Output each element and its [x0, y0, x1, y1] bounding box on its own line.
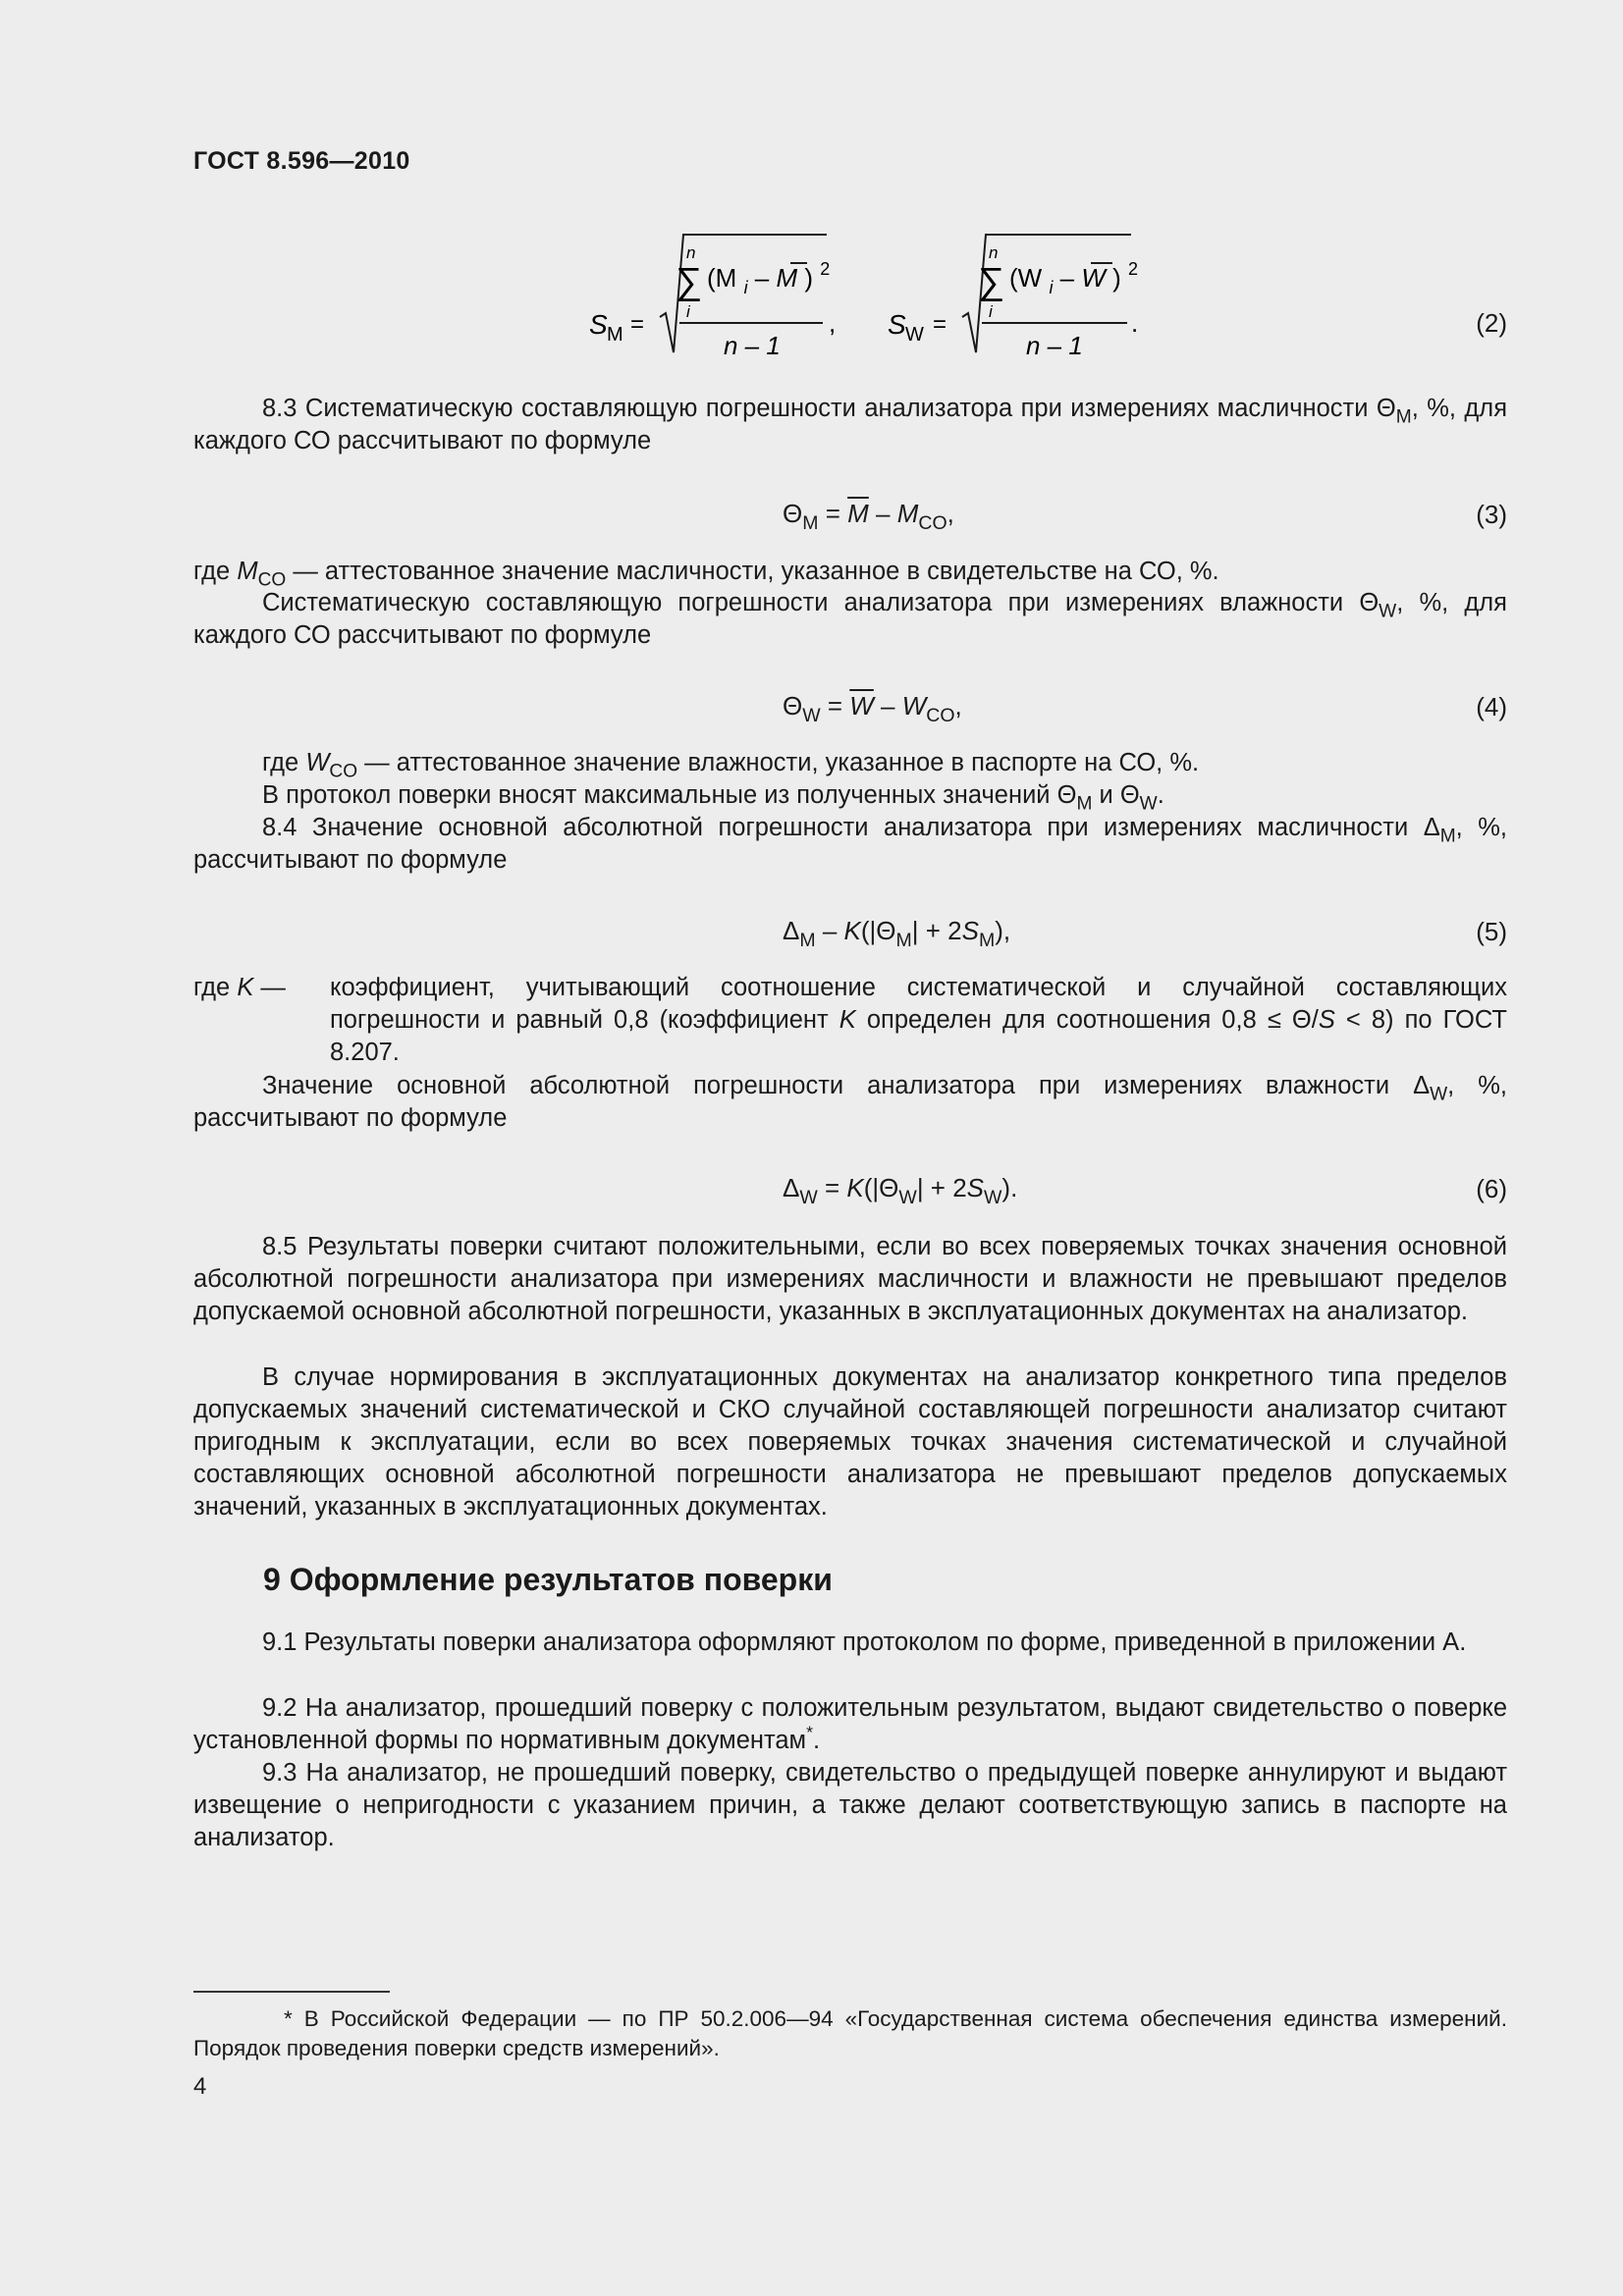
footnote-rule — [193, 1991, 390, 1993]
sw-num-bar: W — [1081, 263, 1106, 293]
paragraph-8-5: 8.5 Результаты поверки считают положительными, если во всех поверяемых точках значения основной абсолютной погрешности анализатора при измерениях масличности и влажности не превышают пределов допускаемой основной абсолютной погрешности, указанных в эксплуатационных документах на анализатор. — [193, 1233, 1507, 1325]
where-wco: где $W_{CO}$ — аттестованное значение влажности, указанное в паспорте на СО, %. — [262, 749, 1200, 782]
paragraph-9-3: 9.3 На анализатор, не прошедший поверку, свидетельство о предыдущей поверке аннулируют и выдают извещение о непригодности с указанием причин, а также делают соответствующую запись в паспорте на анализатор. — [193, 1759, 1507, 1851]
sm-sum-sign: ∑ — [676, 261, 703, 302]
section-9-heading: 9 Оформление результатов поверки — [263, 1562, 833, 1597]
where-k-label: где K — — [193, 974, 286, 1001]
sm-sq: 2 — [820, 259, 831, 279]
formula-2-sw — [888, 235, 1138, 360]
formula-2 — [569, 221, 1178, 368]
sw-period: . — [1131, 308, 1139, 338]
sw-sq: 2 — [1128, 259, 1139, 279]
sm-num-bar: M — [776, 263, 798, 293]
sw-eq: = — [933, 311, 947, 338]
protocol-note: В протокол поверки вносят максимальные из полученных значений $\Theta_M$ и $\Theta_W$. — [262, 781, 1164, 815]
sm-sub: M — [607, 324, 623, 346]
document-header: ГОСТ 8.596—2010 — [193, 147, 410, 175]
where-k — [193, 972, 1507, 1069]
formula-6: $\Delta_W = K(|\Theta_W| + 2S_W)$. — [783, 1173, 1018, 1208]
paragraph-8-5-b: В случае нормирования в эксплуатационных документах на анализатор конкретного типа пределов допускаемых значений систематической и СКО случайной составляющей погрешности анализатор считают пригодным к эксплуатации, если во всех поверяемых точках значения систематической и случайной составляющих основной абсолютной погрешности анализатора не превышают пределов допускаемых значений, указанных в эксплуатационных документах. — [193, 1363, 1507, 1521]
sw-den: n – 1 — [1026, 331, 1083, 360]
sm-lhs: S — [589, 309, 608, 340]
formula-3: $\Theta_M = \overline{M} - M_{CO}$, — [783, 499, 954, 534]
sw-num-i: i — [1049, 278, 1054, 297]
sm-sum-i: i — [686, 302, 690, 321]
paragraph-9-2: 9.2 На анализатор, прошедший поверку с положительным результатом, выдают свидетельство о поверке установленной формы по нормативным документам*. — [193, 1694, 1507, 1754]
sw-num-end: ) — [1112, 263, 1121, 293]
sm-comma: , — [829, 308, 837, 338]
sm-num-i: i — [743, 278, 748, 297]
sm-den: n – 1 — [724, 331, 781, 360]
sm-num — [707, 259, 830, 299]
formula-2-sm — [589, 235, 836, 360]
paragraph-8-4: 8.4 Значение основной абсолютной погрешности анализатора при измерениях масличности $\Delta_M$, %, рассчитывают по формуле — [193, 814, 1507, 874]
page-number: 4 — [193, 2073, 207, 2100]
paragraph-9-1: 9.1 Результаты поверки анализатора оформляют протоколом по форме, приведенной в приложении А. — [262, 1629, 1467, 1656]
paragraph-8-3-moisture: Систематическую составляющую погрешности анализатора при измерениях влажности $\Theta_W$, %, для каждого СО рассчитывают по формуле — [193, 589, 1507, 649]
formula-5: $\Delta_M - K(|\Theta_M| + 2S_M)$, — [783, 916, 1011, 951]
sw-num-open: (W — [1009, 263, 1043, 293]
sw-num-mid: – — [1059, 263, 1082, 293]
sw-sum-n: n — [989, 243, 999, 262]
equation-number-3: (3) — [1476, 500, 1507, 529]
sw-sum-sign: ∑ — [978, 261, 1005, 302]
sw-sub: W — [905, 324, 924, 346]
sm-num-end: ) — [804, 263, 814, 293]
sw-sum-i: i — [989, 302, 993, 321]
where-k-text: коэффициент, учитывающий соотношение систематической и случайной составляющих погрешности и равный 0,8 (коэффициент K определен для соотношения 0,8 ≤ Θ/S < 8) по ГОСТ 8.207. — [330, 974, 1507, 1066]
paragraph-8-4-moisture: Значение основной абсолютной погрешности анализатора при измерениях влажности $\Delta_W$, %, рассчитывают по формуле — [193, 1072, 1507, 1132]
paragraph-8-3: 8.3 Систематическую составляющую погрешности анализатора при измерениях масличности $\Theta_M$, %, для каждого СО рассчитывают по формуле — [193, 395, 1507, 454]
sm-eq: = — [630, 311, 645, 338]
formula-4: $\Theta_W = \overline{W} - W_{CO}$, — [783, 691, 962, 726]
sm-num-mid: – — [754, 263, 777, 293]
sw-num — [1009, 259, 1138, 299]
sw-lhs: S — [888, 309, 906, 340]
equation-number-2: (2) — [1476, 308, 1507, 338]
equation-number-5: (5) — [1476, 917, 1507, 946]
sm-num-open: (M — [707, 263, 737, 293]
sm-sum-n: n — [686, 243, 696, 262]
equation-number-4: (4) — [1476, 692, 1507, 721]
footnote: * В Российской Федерации — по ПР 50.2.006—94 «Государственная система обеспечения единства измерений. Порядок проведения поверки средств измерений». — [193, 2006, 1507, 2060]
equation-number-6: (6) — [1476, 1174, 1507, 1203]
where-mco: где $M_{CO}$ — аттестованное значение масличности, указанное в свидетельстве на СО, %. — [193, 558, 1219, 591]
